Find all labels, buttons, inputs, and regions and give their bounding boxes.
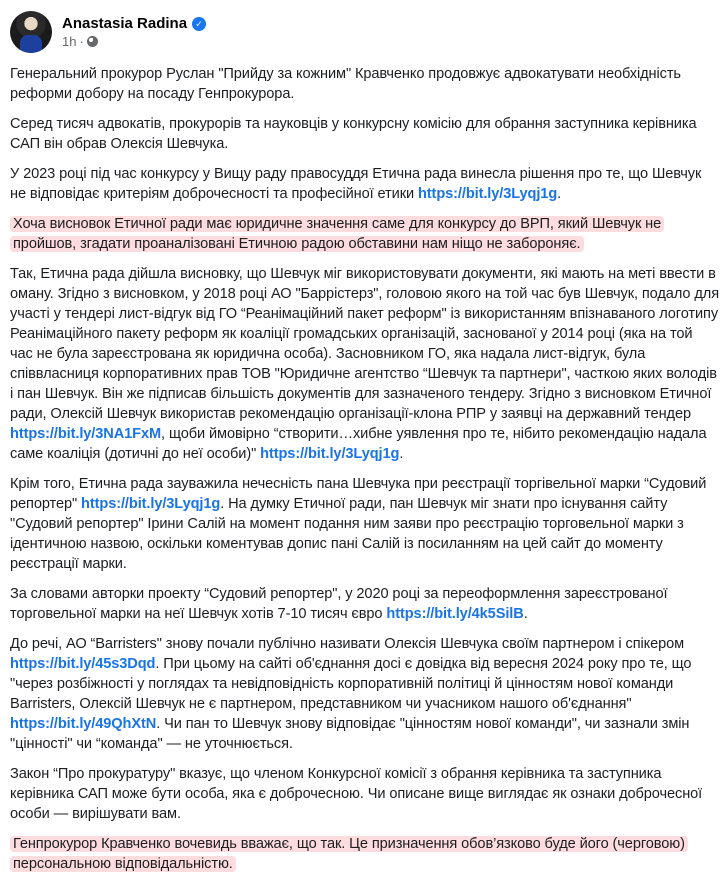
paragraph-text: Так, Етична рада дійшла висновку, що Шевчук міг використовувати документи, які мають на меті ввести в оману. Згідно з висновком, у 2018 році АО "Баррістерз", головою якого на той час був Шевчук, подало для участі у тендері лист-відгук від ГО “Реанімаційний пакет реформ" із використанням впізнаваного логотипу Реанімаційного пакету реформ як коаліції громадських організацій, заснованої у 2014 році (яка на той час не була зареєстрована як юридична особа). Засновником ГО, яка надала лист-відгук, була співвласниця корпоративних прав ТОВ "Юридичне агентство “Шевчук та партнери", часткою яких володів і пан Шевчук. Він же підписав більшість документів для зазначеного тендеру. Згідно з висновком Етичної ради, Олексій Шевчук використав рекомендацію організації-клона РПР у заявці на державний тендер [10,266,719,422]
paragraph-text: У 2023 році під час конкурсу у Вищу раду правосуддя Етична рада винесла рішення про те, що Шевчук не відповідає критеріям доброчесності та професійної етики [10,166,702,202]
paragraph-text: . [523,606,528,622]
highlight-mark [10,216,664,252]
author-name-row [62,15,206,32]
paragraph-text: Генеральний прокурор Руслан "Прийду за кожним" Кравченко продовжує адвокатувати необхідність реформи добору на посаду Генпрокурора. [10,66,681,102]
paragraph-text: За словами авторки проекту “Судовий репортер", у 2020 році за переоформлення зареєстрованої торговельної марки на неї Шевчук хотів 7-10 тисяч євро [10,586,668,622]
globe-icon[interactable] [87,36,98,47]
post-link[interactable]: https://bit.ly/3NA1FxM [10,426,162,442]
paragraph-text: Крім того, Етична рада зауважила нечесність пана Шевчука при реєстрації торгівельної марки “Судовий репортер" [10,476,707,512]
post-link[interactable]: https://bit.ly/45s3Dqd [10,656,156,672]
post-paragraph [10,584,719,624]
post-link[interactable]: https://bit.ly/3Lyqj1g [81,496,221,512]
paragraph-text: До речі, АО “Barristers" знову почали публічно називати Олексія Шевчука своїм партнером і спікером [10,636,685,652]
highlighted-paragraph [10,834,719,874]
post-link[interactable]: https://bit.ly/3Lyqj1g [260,446,400,462]
paragraph-text: Хоча висновок Етичної ради має юридичне значення саме для конкурсу до ВРП, який Шевчук не пройшов, згадати проаналізовані Етичною радою обставини нам ніщо не забороняє. [13,216,662,252]
post-timestamp[interactable]: 1h [62,34,77,49]
author-name[interactable]: Anastasia Radina [62,15,188,32]
author-avatar[interactable] [10,11,52,53]
post-link[interactable]: https://bit.ly/4k5SilB [386,606,524,622]
post-link[interactable]: https://bit.ly/3Lyqj1g [417,186,558,202]
paragraph-text: . [557,186,562,202]
post-header [10,10,719,54]
meta-separator: · [79,34,84,49]
post-meta [62,34,206,49]
post-link[interactable]: https://bit.ly/49QhXtN [10,716,157,732]
post-paragraph [10,164,719,204]
paragraph-text: , щоби ймовірно “створити…хибне уявлення про те, нібито рекомендацію надала саме коаліція (дотичні до неї особи)" [10,426,707,462]
highlighted-paragraph [10,214,719,254]
paragraph-text: Серед тисяч адвокатів, прокурорів та науковців у конкурсну комісію для обрання заступника керівника САП він обрав Олексія Шевчука. [10,116,697,152]
post-paragraph [10,634,719,754]
verified-badge-icon: ✓ [192,17,206,31]
highlight-mark [10,836,688,872]
post-paragraph [10,64,719,104]
paragraph-text: . При цьому на сайті об'єднання досі є довідка від вересня 2024 року про те, що "через розбіжності у поглядах та невідповідність корпоративній політиці й цінностям нової команди Barristers, Олексій Шевчук не є партнером, представником чи учасником нашого об'єднання" [10,656,692,712]
paragraph-text: Генпрокурор Кравченко вочевидь вважає, що так. Це призначення обов’язково буде його (черговою) персональною відповідальністю. [13,836,685,872]
paragraph-text: . Чи пан то Шевчук знову відповідає "цінностям нової команди", чи зазнали змін "цінності" чи “команда" — не уточнюється. [10,716,690,752]
paragraph-text: . На думку Етичної ради, пан Шевчук міг знати про існування сайту "Судовий репортер" Ірини Салій на момент подання ним заяви про реєстрацію торговельної марки з ідентичною назвою, оскільки коментував допис пані Салій із посиланням на цей сайт до моменту реєстрації марки. [10,496,684,572]
paragraph-text: . [399,446,404,462]
paragraph-text: Закон “Про прокуратуру" вказує, що членом Конкурсної комісії з обрання керівника та заступника керівника САП може бути особа, яка є доброчесною. Чи описане вище виглядає як ознаки доброчесної особи — вирішувати вам. [10,766,703,822]
post-body [10,64,719,874]
author-meta [62,15,206,49]
post-paragraph [10,764,719,824]
post-paragraph [10,264,719,464]
post-paragraph [10,474,719,574]
post-paragraph [10,114,719,154]
